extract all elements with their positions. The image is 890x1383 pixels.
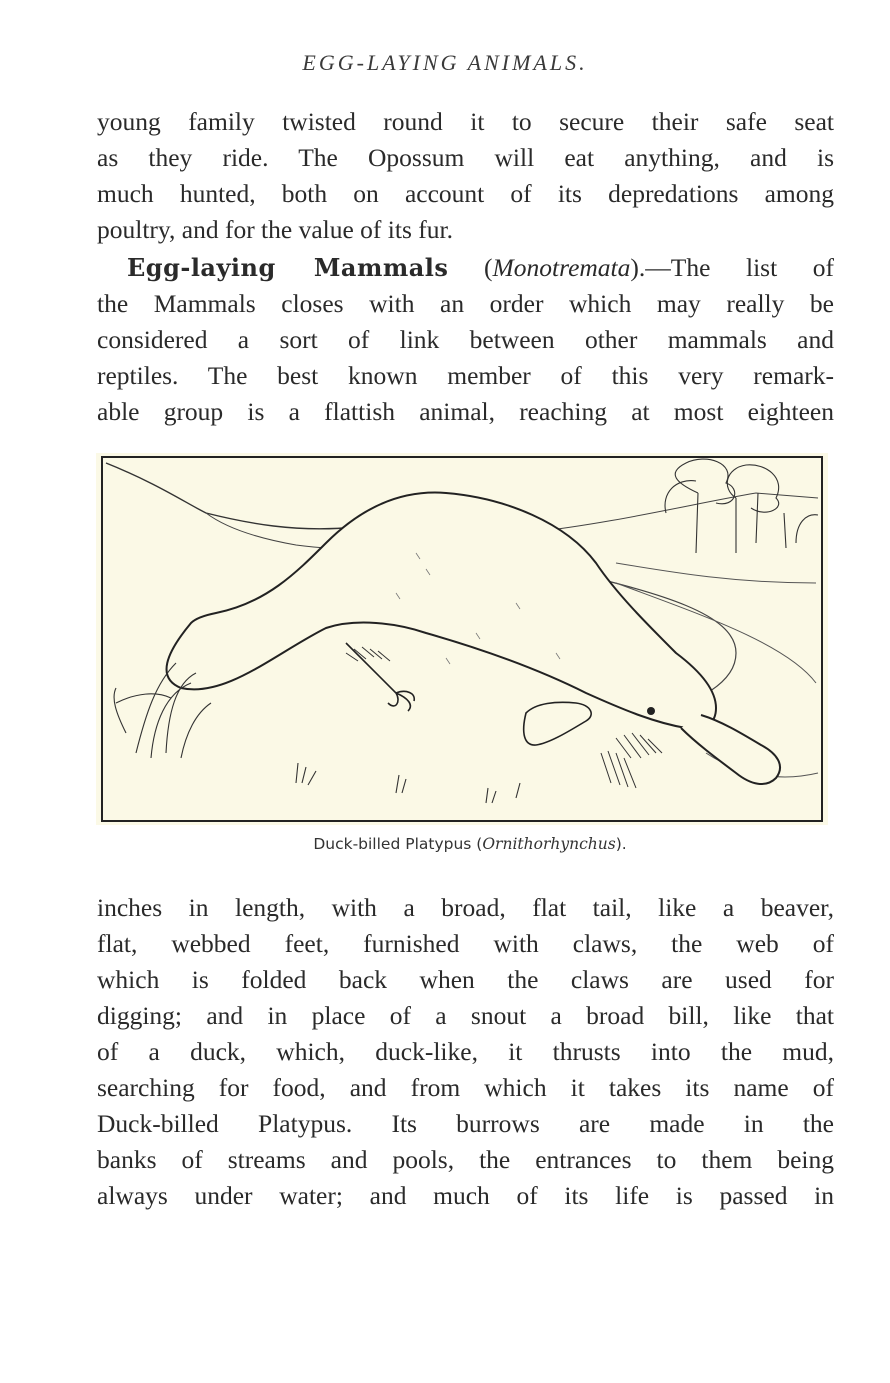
figure-caption bbox=[0, 835, 890, 853]
paragraph-egg-laying-mammals bbox=[97, 250, 834, 430]
text-line: digging; and in place of a snout a broad bill, like that bbox=[97, 1001, 834, 1030]
text-line: which is folded back when the claws are used for bbox=[97, 965, 834, 994]
text-line: always under water; and much of its life is passed in bbox=[97, 1181, 834, 1210]
text-line: banks of streams and pools, the entrances to them being bbox=[97, 1145, 834, 1174]
text-line: young family twisted round it to secure their safe seat bbox=[97, 107, 834, 136]
text-line: flat, webbed feet, furnished with claws, the web of bbox=[97, 929, 834, 958]
text-line: Duck-billed Platypus. Its burrows are made in the bbox=[97, 1109, 834, 1138]
text-line: the Mammals closes with an order which may really be bbox=[97, 289, 834, 318]
running-head: EGG-LAYING ANIMALS. bbox=[302, 50, 588, 75]
text-line: inches in length, with a broad, flat tail, like a beaver, bbox=[97, 893, 834, 922]
heading-paren-open: ( bbox=[448, 253, 493, 282]
text-line: poultry, and for the value of its fur. bbox=[97, 215, 453, 244]
text-line: as they ride. The Opossum will eat anything, and is bbox=[97, 143, 834, 172]
section-heading: Egg-laying Mammals bbox=[127, 253, 449, 282]
platypus-illustration bbox=[96, 453, 828, 825]
caption-text: Duck-billed Platypus ( bbox=[313, 835, 483, 853]
text-line: reptiles. The best known member of this very remark- bbox=[97, 361, 834, 390]
heading-latin-name: Monotremata bbox=[492, 253, 631, 282]
text-line: considered a sort of link between other mammals and bbox=[97, 325, 834, 354]
caption-end: ). bbox=[615, 835, 627, 853]
section-heading-line bbox=[97, 250, 834, 286]
heading-continuation: ).—The list of bbox=[630, 253, 834, 282]
paragraph-platypus-description bbox=[97, 890, 834, 1214]
platypus-drawing bbox=[96, 453, 828, 825]
text-line: of a duck, which, duck-like, it thrusts into the mud, bbox=[97, 1037, 834, 1066]
caption-latin-name: Ornithorhynchus bbox=[482, 835, 616, 853]
text-line: much hunted, both on account of its depredations among bbox=[97, 179, 834, 208]
text-line: searching for food, and from which it takes its name of bbox=[97, 1073, 834, 1102]
paragraph-opossum bbox=[97, 104, 834, 248]
text-line: able group is a flattish animal, reaching at most eighteen bbox=[97, 397, 834, 426]
